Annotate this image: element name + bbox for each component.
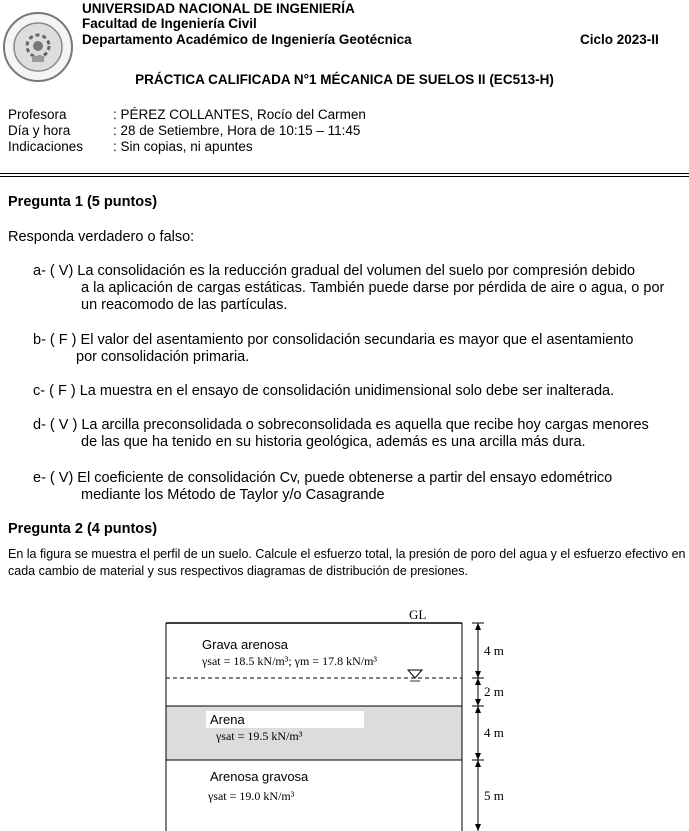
question-1-heading: Pregunta 1 (5 puntos) <box>8 194 158 210</box>
ground-level-label: GL <box>409 607 427 622</box>
divider <box>0 176 689 177</box>
item-line: c- ( F ) La muestra en el ensayo de consolidación unidimensional solo debe ser inalterada. <box>33 383 615 399</box>
true-false-item <box>33 332 673 366</box>
exam-title: PRÁCTICA CALIFICADA N°1 MÉCANICA DE SUELOS II (EC513-H) <box>135 72 554 87</box>
info-value-professor: : PÉREZ COLLANTES, Rocío del Carmen <box>113 107 366 122</box>
item-line: b- ( F ) El valor del asentamiento por consolidación secundaria es mayor que el asentamiento <box>33 332 634 348</box>
item-continuation: de las que ha tenido en su historia geológica, además es una arcilla más dura. <box>81 434 586 450</box>
dimension-label: 5 m <box>484 788 504 803</box>
dimension-label: 4 m <box>484 643 504 658</box>
layer-name: Arenosa gravosa <box>206 768 364 785</box>
info-label-professor: Profesora <box>8 107 67 122</box>
true-false-item <box>33 470 673 504</box>
item-line: d- ( V ) La arcilla preconsolidada o sobreconsolidada es aquella que recibe hoy cargas menores <box>33 417 649 433</box>
layer-name: Arena <box>206 711 364 728</box>
soil-profile-figure <box>150 603 550 831</box>
info-label-instructions: Indicaciones <box>8 139 84 154</box>
true-false-item <box>33 263 673 314</box>
info-value-instructions: : Sin copias, ni apuntes <box>113 139 253 154</box>
layer-properties: γsat = 19.0 kN/m³ <box>208 789 295 803</box>
item-line: e- ( V) El coeficiente de consolidación Cv, puede obtenerse a partir del ensayo edométrico <box>33 470 613 486</box>
layer-properties: γsat = 19.5 kN/m³ <box>216 729 303 743</box>
department-name: Departamento Académico de Ingeniería Geotécnica <box>82 32 412 47</box>
info-label-datetime: Día y hora <box>8 123 71 138</box>
water-table-icon <box>408 670 422 678</box>
dimension-label: 2 m <box>484 684 504 699</box>
item-line: a- ( V) La consolidación es la reducción gradual del volumen del suelo por compresión debido <box>33 263 636 279</box>
university-name: UNIVERSIDAD NACIONAL DE INGENIERÍA <box>82 1 355 16</box>
layer-properties: γsat = 18.5 kN/m³; γm = 17.8 kN/m³ <box>202 654 378 668</box>
item-continuation: a la aplicación de cargas estáticas. También puede darse por pérdida de aire o agua, o por un reacomodo de las partículas. <box>81 280 665 313</box>
layer-name: Grava arenosa <box>198 636 292 653</box>
true-false-item <box>33 417 673 451</box>
item-continuation: por consolidación primaria. <box>76 349 250 365</box>
question-2-heading: Pregunta 2 (4 puntos) <box>8 521 158 537</box>
question-2-text: En la figura se muestra el perfil de un suelo. Calcule el esfuerzo total, la presión de poro del agua y el esfuerzo efectivo en cada cambio de material y sus respectivos diagramas de distribución de presiones. <box>8 547 686 578</box>
item-continuation: mediante los Método de Taylor y/o Casagrande <box>81 487 385 503</box>
dimension-label: 4 m <box>484 725 504 740</box>
true-false-item <box>33 383 673 400</box>
faculty-name: Facultad de Ingeniería Civil <box>82 16 257 31</box>
question-1-instruction: Responda verdadero o falso: <box>8 229 195 245</box>
divider <box>0 173 689 174</box>
info-value-datetime: : 28 de Setiembre, Hora de 10:15 – 11:45 <box>113 123 361 138</box>
cycle-label: Ciclo 2023-II <box>580 32 659 47</box>
